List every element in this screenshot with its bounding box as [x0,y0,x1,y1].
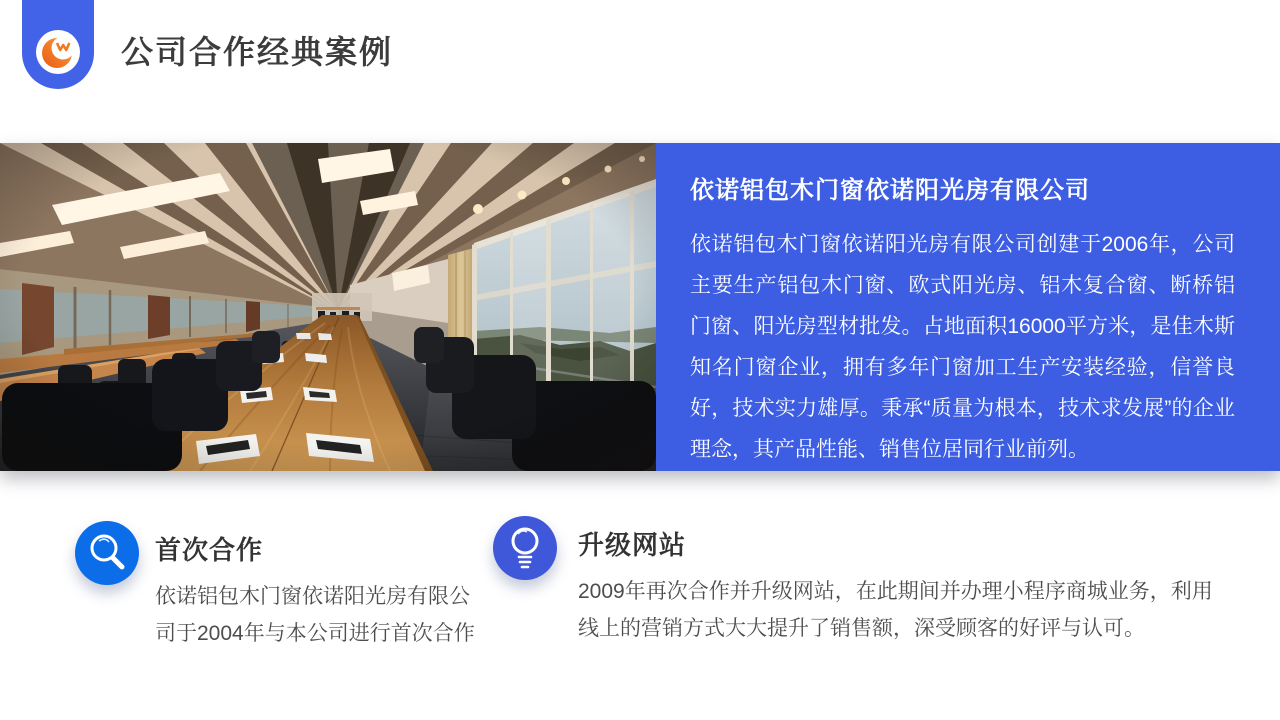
hero-strip [0,143,1280,471]
page-title: 公司合作经典案例 [121,34,394,70]
company-card-body: 依诺铝包木门窗依诺阳光房有限公司创建于2006年，公司主要生产铝包木门窗、欧式阳光房、铝木复合窗、断桥铝门窗、阳光房型材批发。占地面积16000平方米，是佳木斯知名门窗企业，拥有多年门窗加工生产安装经验，信誉良好，技术实力雄厚。秉承“质量为根本，技术求发展”的企业理念，其产品性能、销售位居同行业前列。 [690,233,1235,461]
milestone-body-first-cooperation: 依诺铝包木门窗依诺阳光房有限公司于2004年与本公司进行首次合作 [155,585,475,645]
office-meeting-room-photo [0,143,656,471]
company-card [656,143,1280,471]
logo-badge [22,0,94,89]
crescent-w-logo-icon [36,30,80,74]
milestone-title-upgrade-website: 升级网站 [578,530,687,560]
milestone-title-first-cooperation: 首次合作 [155,535,264,565]
magnifier-icon [75,521,139,585]
company-card-title: 依诺铝包木门窗依诺阳光房有限公司 [690,177,1090,204]
lightbulb-icon [493,516,557,580]
milestone-body-upgrade-website: 2009年再次合作并升级网站，在此期间并办理小程序商城业务，利用线上的营销方式大大提升了销售额，深受顾客的好评与认可。 [578,580,1213,640]
